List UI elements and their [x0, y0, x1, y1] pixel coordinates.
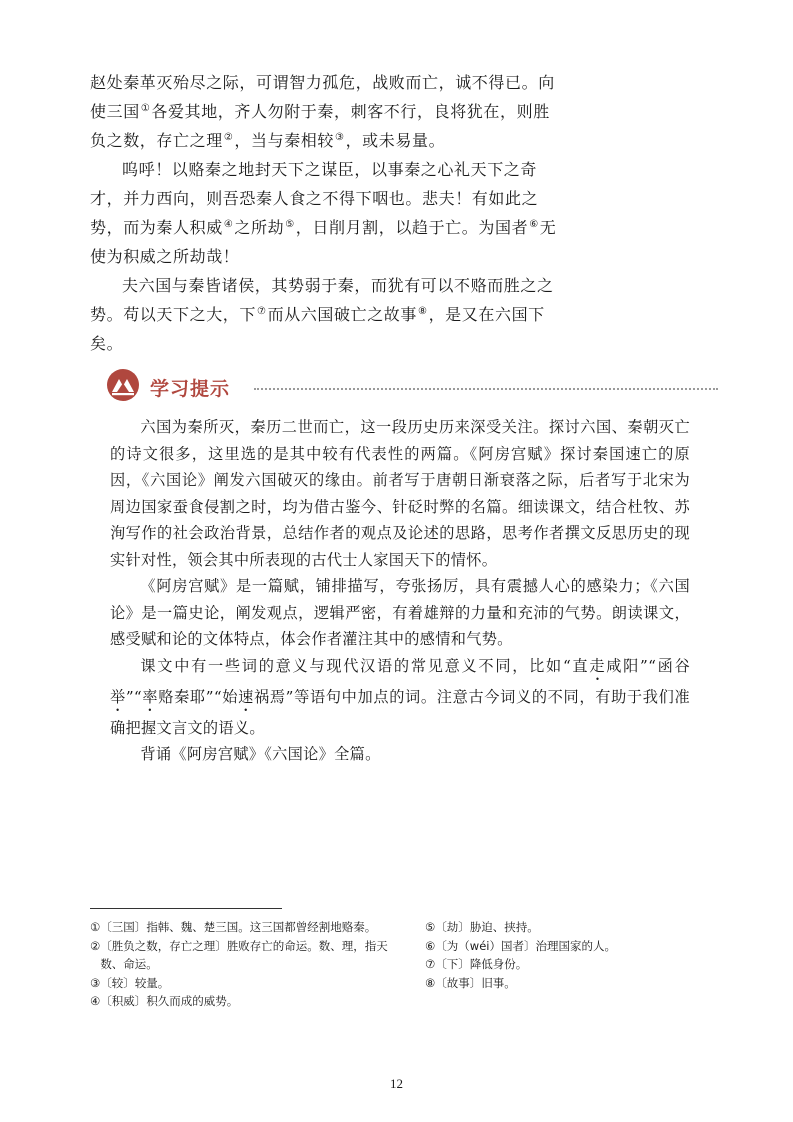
paragraph-3: 夫六国与秦皆诸侯，其势弱于秦，而犹有可以不赂而胜之之势。苟以天下之大，下⑦而从六国破亡之故事⑧，是又在六国下矣。	[90, 276, 554, 353]
footnote-4: ④ 〔积威〕积久而成的威势。	[90, 994, 239, 1008]
footnotes-left-column	[90, 918, 410, 1011]
dotted-word-su: 速	[238, 687, 254, 706]
footnote-ref-2[interactable]: ②	[223, 131, 234, 143]
footnote-divider	[90, 908, 282, 909]
study-tips-body	[110, 414, 690, 768]
footnote-ref-4[interactable]: ④	[223, 218, 234, 230]
study-tips-header	[106, 368, 718, 404]
footnote-ref-1[interactable]: ①	[140, 102, 151, 114]
main-text	[90, 68, 560, 358]
footnote-ref-6[interactable]: ⑥	[529, 218, 539, 230]
dotted-divider	[254, 388, 718, 390]
tips-paragraph-1: 六国为秦所灭，秦历二世而亡，这一段历史历来深受关注。探讨六国、秦朝灭亡的诗文很多，这里选的是其中较有代表性的两篇。《阿房宫赋》探讨秦国速亡的原因，《六国论》阐发六国破灭的缘由。前者写于唐朝日渐衰落之际，后者写于北宋为周边国家蚕食侵割之时，均为借古鉴今、针砭时弊的名篇。细读课文，结合杜牧、苏洵写作的社会政治背景，总结作者的观点及论述的思路，思考作者撰文反思历史的现实针对性，领会其中所表现的古代士人家国天下的情怀。	[110, 418, 690, 569]
footnote-1: ① 〔三国〕指韩、魏、楚三国。这三国都曾经割地赂秦。	[90, 920, 377, 934]
paragraph-1: 赵处秦革灭殆尽之际，可谓智力孤危，战败而亡，诚不得已。向使三国①各爱其地，齐人勿附于秦，刺客不行，良将犹在，则胜负之数，存亡之理②，当与秦相较③，或未易量。	[90, 73, 555, 150]
tips-paragraph-4: 背诵《阿房宫赋》《六国论》全篇。	[140, 745, 381, 763]
footnote-3: ③ 〔较〕较量。	[90, 975, 170, 990]
footnote-ref-8[interactable]: ⑧	[418, 305, 428, 317]
footnote-ref-5[interactable]: ⑤	[285, 218, 295, 230]
study-tips-title: 学习提示	[150, 378, 231, 400]
dotted-word-zou: 走	[589, 656, 607, 675]
study-tips-logo-icon	[106, 368, 140, 402]
footnote-7: ⑦ 〔下〕降低身份。	[425, 957, 528, 971]
footnotes-right-column	[425, 918, 710, 992]
footnote-8: ⑧ 〔故事〕旧事。	[425, 975, 516, 990]
footnote-6: ⑥ 〔为（wéi）国者〕治理国家的人。	[425, 938, 616, 953]
page-number: 12	[390, 1076, 403, 1091]
footnote-2: ② 〔胜负之数，存亡之理〕胜败存亡的命运。数、理，指天数、命运。	[90, 938, 388, 971]
footnote-5: ⑤ 〔劫〕胁迫、挟持。	[425, 920, 539, 934]
tips-paragraph-2: 《阿房宫赋》是一篇赋，铺排描写，夸张扬厉，具有震撼人心的感染力；《六国论》是一篇史论，阐发观点，逻辑严密，有着雄辩的力量和充沛的气势。朗读课文，感受赋和论的文体特点，体会作者灌注其中的感情和气势。	[110, 577, 690, 648]
tips-paragraph-3: 课文中有一些词的意义与现代汉语的常见意义不同，比如“直走咸阳”“函谷举”“率赂秦耶”“始速祸焉”等语句中加点的词。注意古今词义的不同，有助于我们准确把握文言文的语义。	[110, 656, 690, 737]
dotted-word-shuai: 率	[142, 687, 159, 706]
footnote-ref-3[interactable]: ③	[335, 131, 345, 143]
footnote-ref-7[interactable]: ⑦	[257, 305, 267, 317]
dotted-word-ju: 举	[110, 687, 126, 706]
paragraph-2: 呜呼！以赂秦之地封天下之谋臣，以事秦之心礼天下之奇才，并力西向，则吾恐秦人食之不得下咽也。悲夫！有如此之势，而为秦人积威④之所劫⑤，日削月割，以趋于亡。为国者⑥无使为积威之所劫哉！	[90, 160, 557, 266]
